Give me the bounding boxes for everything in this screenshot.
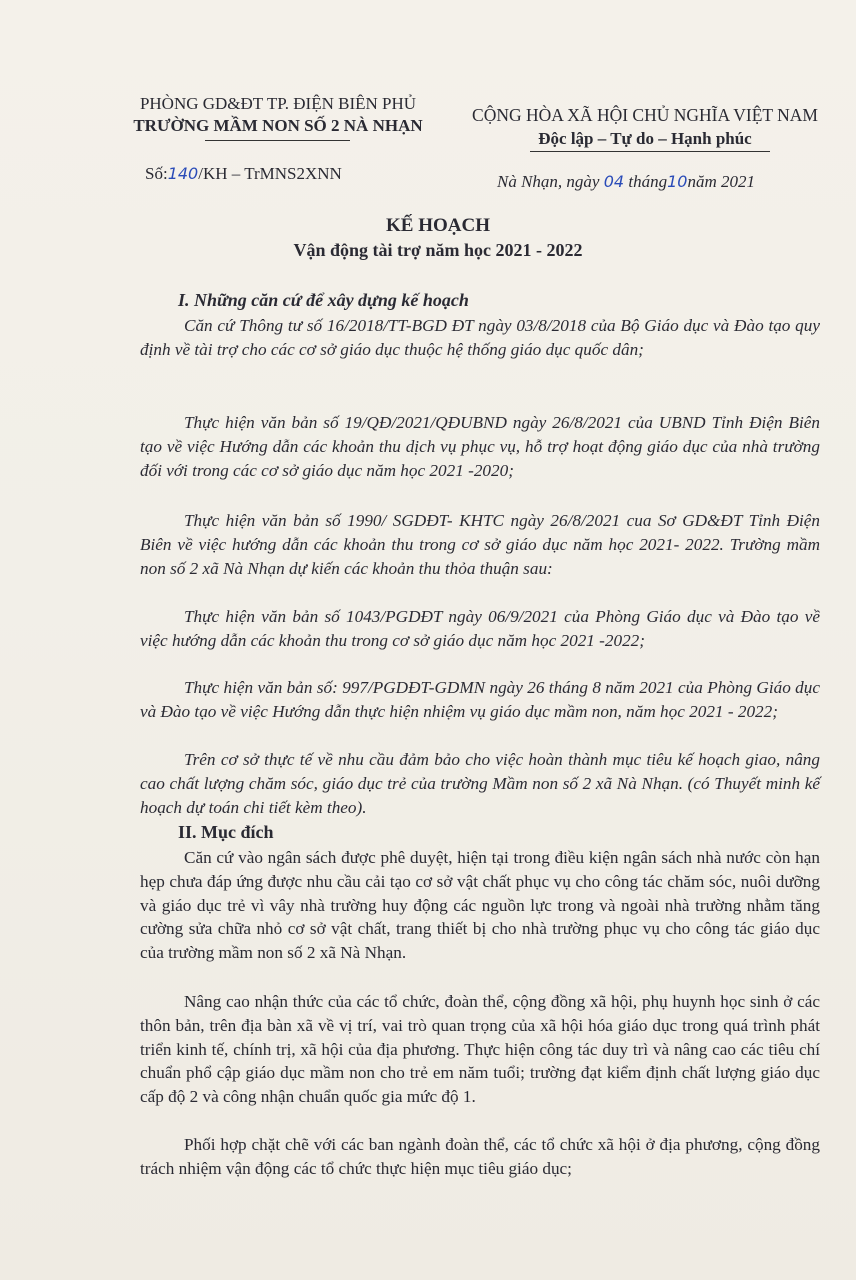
motto-underline <box>530 151 770 152</box>
country-name: CỘNG HÒA XÃ HỘI CHỦ NGHĨA VIỆT NAM <box>472 105 818 125</box>
document-title: KẾ HOẠCH <box>386 215 490 236</box>
section-1-paragraph-3: Thực hiện văn bản số 1990/ SGDĐT- KHTC ngày 26/8/2021 cua Sơ GD&ĐT Tỉnh Điện Biên về việc hướng dẫn các khoản thu trong cơ sở giáo dục năm học 2021- 2022. Trường mầm non số 2 xã Nà Nhạn dự kiến các khoản thu thỏa thuận sau: <box>140 511 820 578</box>
handwritten-number: 140 <box>167 164 199 183</box>
section-1-paragraph-4: Thực hiện văn bản số 1043/PGDĐT ngày 06/9/2021 của Phòng Giáo dục và Đào tạo về việc hướng dẫn các khoản thu trong cơ sở giáo dục năm học 2021 -2022; <box>140 607 820 650</box>
document-number: Số:140/KH – TrMNS2XNN <box>145 164 342 183</box>
section-2-paragraph-3: Phối hợp chặt chẽ với các ban ngành đoàn thể, các tổ chức xã hội ở địa phương, cộng đồng trách nhiệm vận động các tổ chức thực hiện mục tiêu giáo dục; <box>140 1135 820 1178</box>
section-1-paragraph-6: Trên cơ sở thực tế về nhu cầu đảm bảo cho việc hoàn thành mục tiêu kế hoạch giao, nâng cao chất lượng chăm sóc, giáo dục trẻ của trường Mầm non số 2 xã Nà Nhạn. (có Thuyết minh kế hoạch dự toán chi tiết kèm theo). <box>140 750 820 817</box>
section-1-heading: I. Những căn cứ để xây dựng kế hoạch <box>178 290 469 310</box>
section-2-heading: II. Mục đích <box>178 822 274 842</box>
section-2-paragraph-1: Căn cứ vào ngân sách được phê duyệt, hiện tại trong điều kiện ngân sách nhà nước còn hạn hẹp chưa đáp ứng được nhu cầu cải tạo cơ sở vật chất phục vụ cho công tác chăm sóc, nuôi dưỡng và giáo dục trẻ vì vây nhà trường huy động các nguồn lực trong và ngoài nhà trường nhằm tăng cường sửa chữa nhỏ cơ sở vật chất, trang thiết bị cho nhà trường phục vụ cho công tác giáo dục của trường mầm non số 2 xã Nà Nhạn. <box>140 848 820 963</box>
section-1-paragraph-1: Căn cứ Thông tư số 16/2018/TT-BGD ĐT ngày 03/8/2018 của Bộ Giáo dục và Đào tạo quy định về tài trợ cho các cơ sở giáo dục thuộc hệ thống giáo dục quốc dân; <box>140 316 820 359</box>
handwritten-day: 04 <box>603 172 625 191</box>
school-name: TRƯỜNG MẦM NON SỐ 2 NÀ NHẠN <box>133 116 423 135</box>
section-2-paragraph-2: Nâng cao nhận thức của các tổ chức, đoàn thể, cộng đồng xã hội, phụ huynh học sinh ở các thôn bản, trên địa bàn xã về vị trí, vai trò quan trọng của xã hội hóa giáo dục trong quá trình phát triển kinh tế, chính trị, xã hội của địa phương. Thực hiện công tác duy trì và nâng cao các tiêu chí chuẩn phổ cập giáo dục mầm non cho trẻ em năm tuổi; trường đạt kiểm định chất lượng giáo dục cấp độ 2 và công nhận chuẩn quốc gia mức độ 1. <box>140 992 820 1107</box>
section-1-paragraph-5: Thực hiện văn bản số: 997/PGDĐT-GDMN ngày 26 tháng 8 năm 2021 của Phòng Giáo dục và Đào tạo về việc Hướng dẫn thực hiện nhiệm vụ giáo dục mầm non, năm học 2021 - 2022; <box>140 678 820 721</box>
handwritten-month: 10 <box>667 172 688 191</box>
motto: Độc lập – Tự do – Hạnh phúc <box>538 129 752 148</box>
document-subtitle: Vận động tài trợ năm học 2021 - 2022 <box>293 240 583 260</box>
document-date: Nà Nhạn, ngày 04 tháng10năm 2021 <box>497 172 755 191</box>
department-name: PHÒNG GD&ĐT TP. ĐIỆN BIÊN PHỦ <box>139 94 417 113</box>
school-underline <box>205 140 350 141</box>
section-1-paragraph-2: Thực hiện văn bản số 19/QĐ/2021/QĐUBND ngày 26/8/2021 của UBND Tỉnh Điện Biên tạo về việc Hướng dẫn các khoản thu dịch vụ phục vụ, hỗ trợ hoạt động giáo dục của nhà trường đối với trong các cơ sở giáo dục năm học 2021 -2020; <box>140 413 820 480</box>
